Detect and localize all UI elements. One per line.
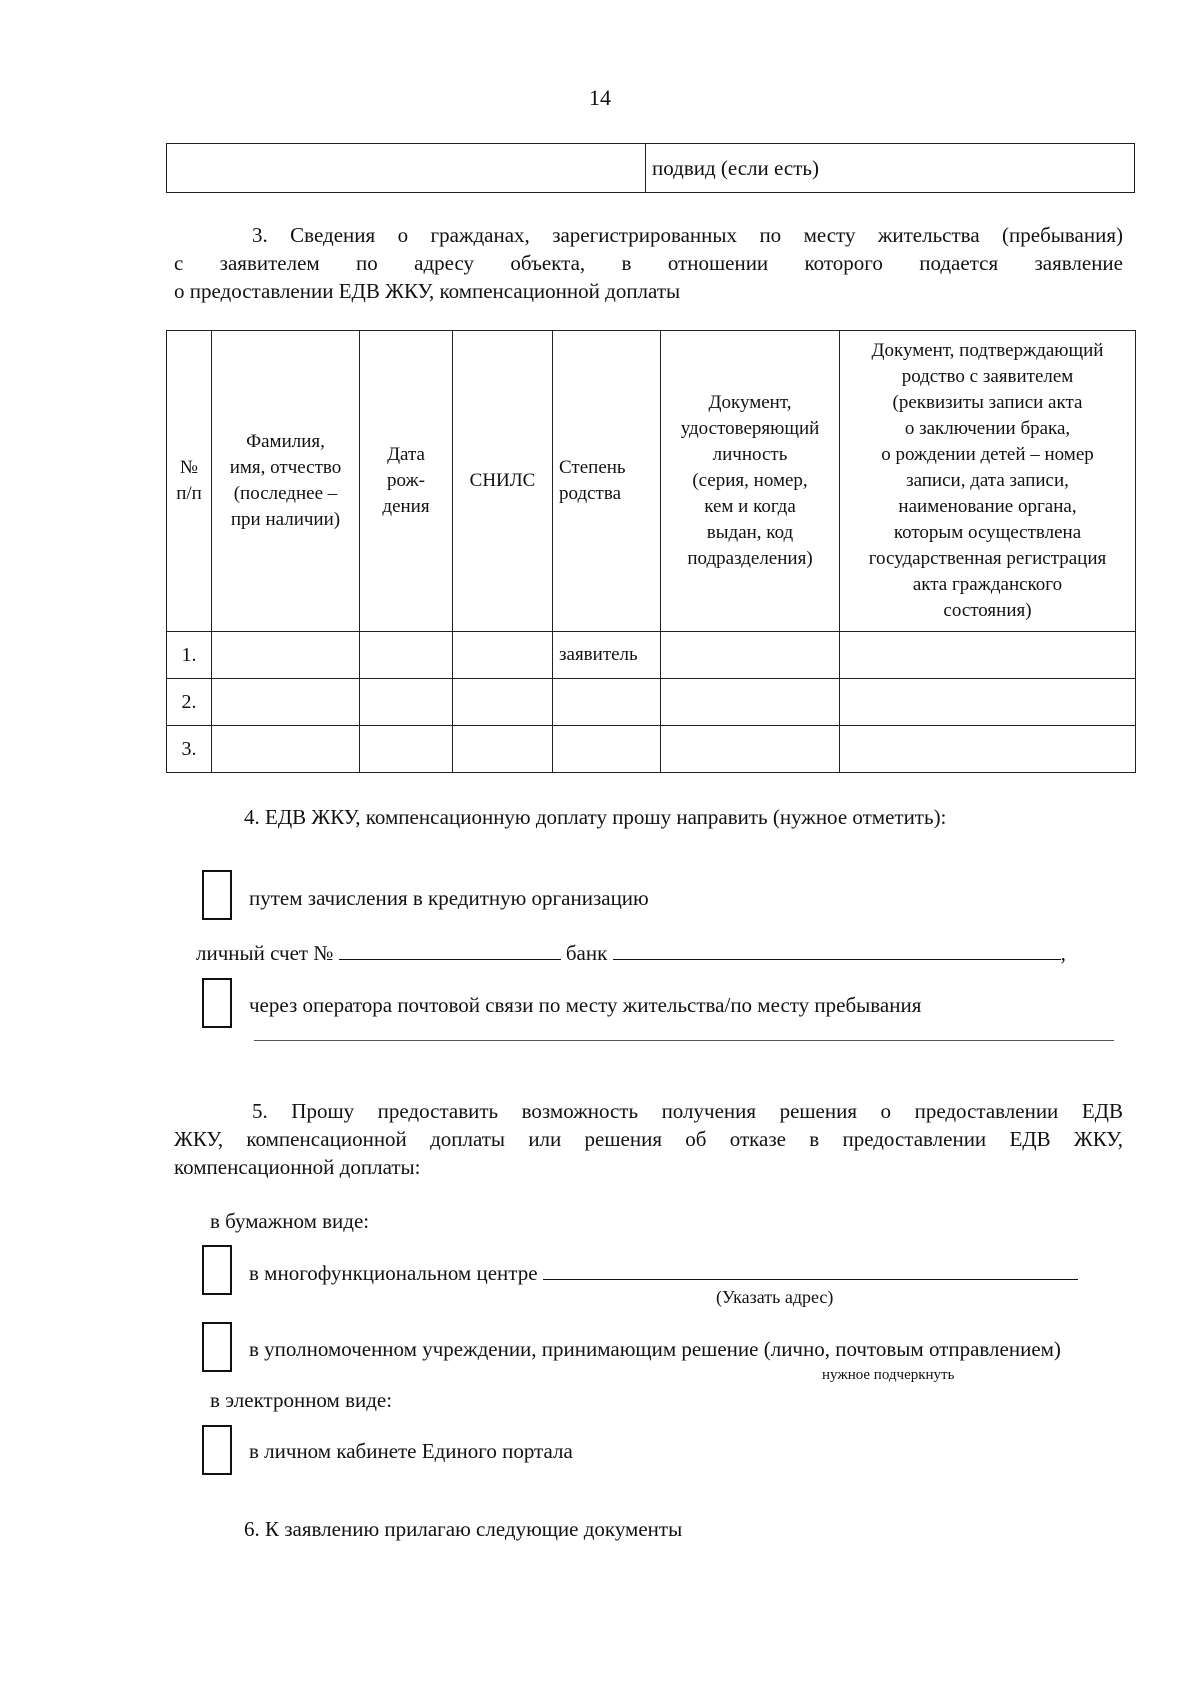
account-number-field[interactable] (339, 937, 561, 960)
cell-identity-document[interactable] (661, 679, 840, 726)
mfc-label: в многофункциональном центре (249, 1261, 538, 1285)
cell-relation[interactable] (553, 679, 661, 726)
mfc-checkbox[interactable] (202, 1245, 232, 1295)
cell-full-name[interactable] (212, 632, 360, 679)
section5-line-3: компенсационной доплаты: (174, 1155, 421, 1179)
cell-kinship-document[interactable] (840, 632, 1136, 679)
trailing-comma: , (1060, 941, 1066, 965)
account-label: личный счет № (196, 941, 334, 965)
header-identity-document: Документ, удостоверяющий личность (серия, номер, кем и когда выдан, код подразделения) (661, 331, 840, 632)
row-number: 2. (167, 679, 212, 726)
cell-kinship-document[interactable] (840, 679, 1136, 726)
header-kinship-document: Документ, подтверждающий родство с заявителем (реквизиты записи акта о заключении брака, о рождении детей – номер записи, дата записи, наименование органа, которым осуществлена государственная регистрация акта гражданского состояния) (840, 331, 1136, 632)
cell-snils[interactable] (453, 632, 553, 679)
post-address-line[interactable] (254, 1040, 1114, 1041)
post-delivery-checkbox[interactable] (202, 978, 232, 1028)
bank-name-field[interactable] (613, 937, 1061, 960)
header-relation: Степень родства (553, 331, 661, 632)
section6-title: 6. К заявлению прилагаю следующие документы (244, 1517, 683, 1541)
cell-identity-document[interactable] (661, 726, 840, 773)
mfc-address-hint: (Указать адрес) (716, 1287, 834, 1307)
table-row (167, 726, 1136, 773)
citizens-table-header (167, 331, 1136, 632)
subtype-right-cell: подвид (если есть) (646, 144, 1135, 193)
post-delivery-label: через оператора почтовой связи по месту жительства/по месту пребывания (249, 993, 922, 1017)
portal-checkbox[interactable] (202, 1425, 232, 1475)
cell-full-name[interactable] (212, 726, 360, 773)
authority-checkbox[interactable] (202, 1322, 232, 1372)
section5-paragraph (174, 1097, 1123, 1181)
electronic-format-label: в электронном виде: (210, 1388, 393, 1412)
cell-identity-document[interactable] (661, 632, 840, 679)
section3-line-2: с заявителем по адресу объекта, в отношении которого подается заявление (174, 251, 1123, 275)
cell-birth-date[interactable] (360, 726, 453, 773)
row-number: 3. (167, 726, 212, 773)
portal-label: в личном кабинете Единого портала (249, 1439, 573, 1463)
citizens-table (166, 330, 1136, 773)
table-row (167, 632, 1136, 679)
section3-paragraph (174, 221, 1123, 305)
account-row (196, 937, 1066, 967)
cell-full-name[interactable] (212, 679, 360, 726)
cell-snils[interactable] (453, 679, 553, 726)
section5-line-1: 5. Прошу предоставить возможность получения решения о предоставлении ЕДВ (252, 1099, 1123, 1123)
bank-transfer-label: путем зачисления в кредитную организацию (249, 886, 649, 910)
section4-title: 4. ЕДВ ЖКУ, компенсационную доплату прошу направить (нужное отметить): (244, 805, 947, 829)
header-number: № п/п (167, 331, 212, 632)
page-number: 14 (589, 85, 611, 110)
bank-transfer-checkbox[interactable] (202, 870, 232, 920)
paper-format-label: в бумажном виде: (210, 1209, 370, 1233)
subtype-left-cell (167, 144, 646, 193)
cell-snils[interactable] (453, 726, 553, 773)
cell-kinship-document[interactable] (840, 726, 1136, 773)
bank-label: банк (565, 941, 608, 965)
cell-birth-date[interactable] (360, 632, 453, 679)
header-birth-date: Дата рож- дения (360, 331, 453, 632)
table-row (167, 679, 1136, 726)
mfc-row (249, 1257, 1078, 1287)
section5-line-2: ЖКУ, компенсационной доплаты или решения об отказе в предоставлении ЕДВ ЖКУ, (174, 1127, 1123, 1151)
section3-line-1: 3. Сведения о гражданах, зарегистрированных по месту жительства (пребывания) (252, 223, 1123, 247)
row-number: 1. (167, 632, 212, 679)
authority-label: в уполномоченном учреждении, принимающим решение (лично, почтовым отправлением) (249, 1337, 1061, 1361)
subtype-table (166, 143, 1135, 193)
authority-hint: нужное подчеркнуть (822, 1367, 955, 1383)
mfc-address-field[interactable] (543, 1257, 1078, 1280)
cell-relation[interactable] (553, 726, 661, 773)
cell-birth-date[interactable] (360, 679, 453, 726)
header-snils: СНИЛС (453, 331, 553, 632)
cell-relation: заявитель (553, 632, 661, 679)
header-full-name: Фамилия, имя, отчество (последнее – при наличии) (212, 331, 360, 632)
section3-line-3: о предоставлении ЕДВ ЖКУ, компенсационной доплаты (174, 279, 681, 303)
